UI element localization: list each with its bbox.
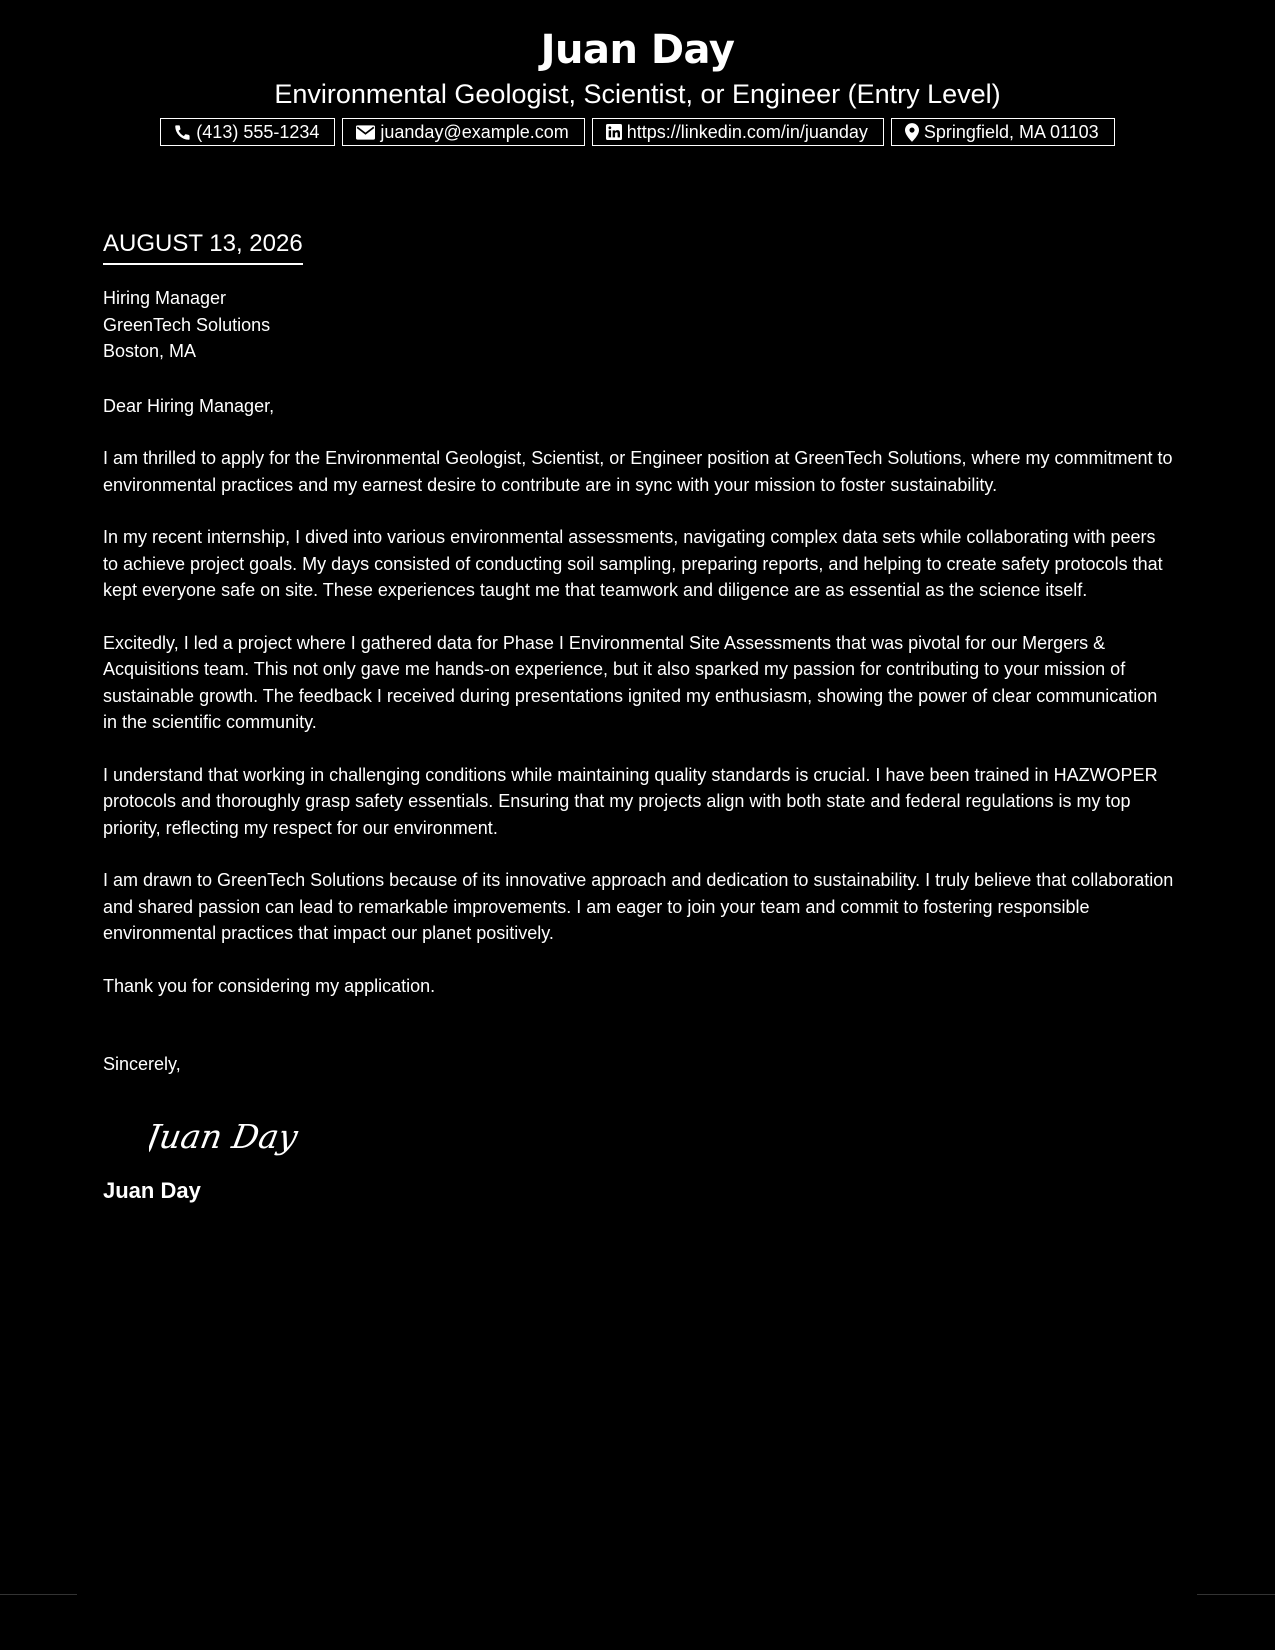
applicant-title: Environmental Geologist, Scientist, or Engineer (Entry Level) (274, 79, 1001, 109)
signer-name: Juan Day (103, 1177, 201, 1203)
body-paragraph: I understand that working in challenging conditions while maintaining quality standards is crucial. I have been trained in HAZWOPER protocols and thoroughly grasp safety essentials. Ensuring that my projects align with both state and federal regulations is my top priority, reflecting my respect for our environment. (103, 764, 1158, 838)
recipient-company: GreenTech Solutions (103, 314, 271, 335)
letter-body (103, 226, 1175, 1204)
recipient-block (103, 285, 1175, 365)
map-pin-icon (905, 123, 919, 142)
contact-bar (0, 118, 1275, 146)
envelope-icon (356, 125, 375, 140)
contact-phone[interactable] (160, 118, 335, 146)
letter-header (0, 0, 1275, 146)
linkedin-icon (606, 124, 622, 140)
contact-phone-text: (413) 555-1234 (196, 121, 320, 142)
closing: Sincerely, (103, 1054, 181, 1074)
handwritten-signature (149, 1112, 1175, 1162)
phone-icon (174, 124, 191, 141)
body-paragraph: Thank you for considering my application. (103, 975, 436, 996)
footer-divider-left (0, 1594, 77, 1595)
letter-date: AUGUST 13, 2026 (103, 226, 303, 265)
contact-email-text: juanday@example.com (380, 121, 569, 142)
footer-divider-right (1197, 1594, 1275, 1595)
greeting: Dear Hiring Manager, (103, 395, 275, 416)
recipient-name: Hiring Manager (103, 288, 227, 308)
body-paragraph: I am drawn to GreenTech Solutions because of its innovative approach and dedication to sustainability. I truly believe that collaboration and shared passion can lead to remarkable improvements. I am eager to join your team and commit to fostering responsible environmental practices that impact our planet positively. (103, 870, 1174, 943)
body-paragraph: In my recent internship, I dived into various environmental assessments, navigating complex data sets while collaborating with peers to achieve project goals. My days consisted of conducting soil sampling, preparing reports, and helping to create safety protocols that kept everyone safe on site. These experiences taught me that teamwork and diligence are as essential as the science itself. (103, 527, 1163, 600)
contact-linkedin-text: https://linkedin.com/in/juanday (626, 121, 868, 142)
applicant-name: Juan Day (540, 27, 735, 73)
contact-location[interactable] (891, 118, 1115, 146)
contact-linkedin[interactable] (592, 118, 884, 146)
contact-location-text: Springfield, MA 01103 (923, 121, 1099, 142)
body-paragraph: Excitedly, I led a project where I gathered data for Phase I Environmental Site Assessments that was pivotal for our Mergers & Acquisitions team. This not only gave me hands-on experience, but it also sparked my passion for contributing to your mission of sustainable growth. The feedback I received during presentations ignited my enthusiasm, showing the power of clear communication in the scientific community. (103, 632, 1158, 732)
signature-text: Juan Day (149, 1116, 301, 1156)
recipient-location: Boston, MA (103, 341, 197, 361)
body-paragraph: I am thrilled to apply for the Environmental Geologist, Scientist, or Engineer position at GreenTech Solutions, where my commitment to environmental practices and my earnest desire to contribute are in sync with your mission to foster sustainability. (103, 448, 1173, 495)
contact-email[interactable] (342, 118, 584, 146)
